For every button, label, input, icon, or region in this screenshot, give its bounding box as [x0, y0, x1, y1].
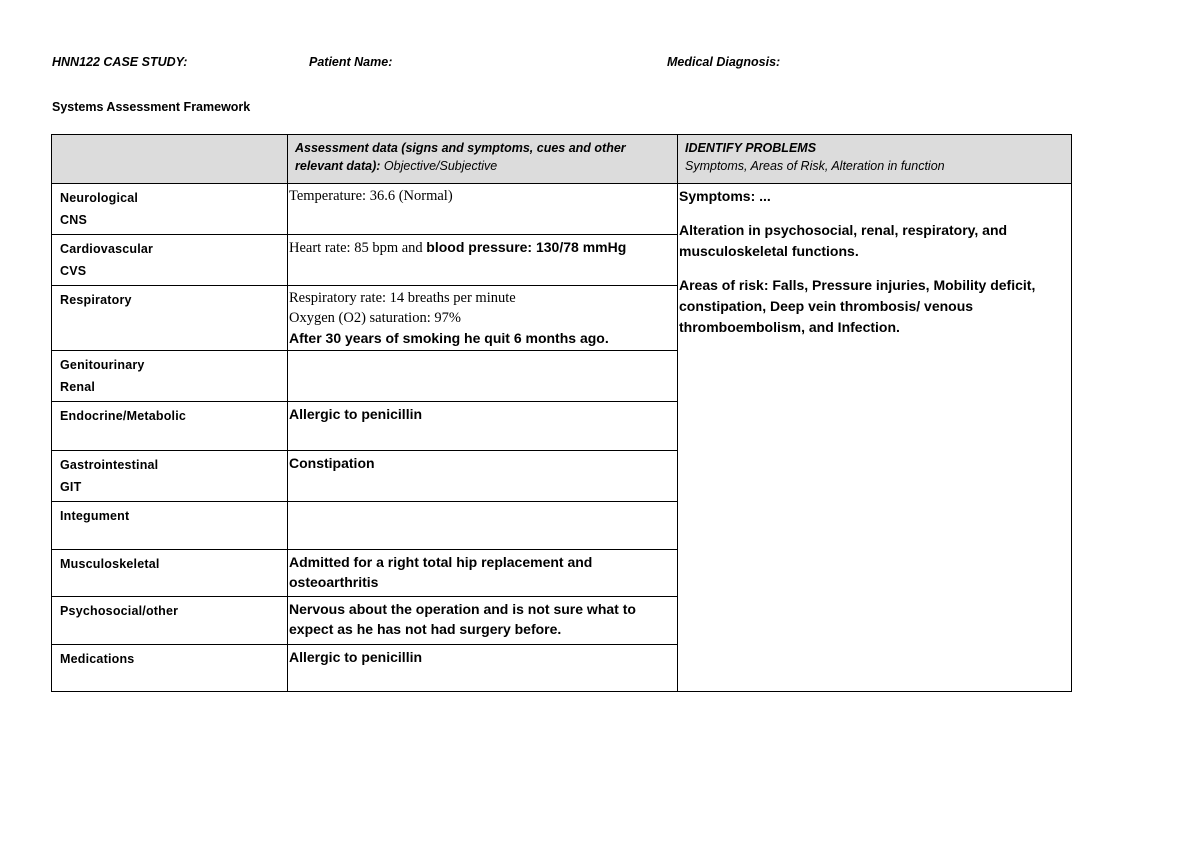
assessment-data-bold: After 30 years of smoking he quit 6 months ago.	[289, 330, 609, 346]
assessment-data: Nervous about the operation and is not sure what to expect as he has not had surgery before.	[289, 601, 636, 637]
system-abbrev: CNS	[60, 213, 87, 227]
system-label: Neurological	[60, 191, 139, 205]
assessment-data: Temperature: 36.6 (Normal)	[289, 188, 453, 204]
system-abbrev: CVS	[60, 264, 87, 278]
assessment-data: Constipation	[289, 455, 375, 471]
system-label: Musculoskeletal	[60, 557, 160, 571]
assessment-data: Allergic to penicillin	[289, 649, 423, 665]
identify-problems-cell	[678, 184, 1072, 692]
assessment-data: Oxygen (O2) saturation: 97%	[289, 310, 461, 326]
assessment-data-bold: blood pressure: 130/78 mmHg	[426, 239, 627, 255]
problems-alteration: Alteration in psychosocial, renal, respiratory, and musculoskeletal functions.	[679, 222, 1008, 259]
assessment-head-bold: Assessment data (signs and symptoms, cues and other relevant data):	[295, 141, 626, 173]
assessment-data	[288, 502, 677, 506]
system-label: Respiratory	[60, 293, 132, 307]
system-label: Medications	[60, 652, 135, 666]
problems-areas-of-risk: Areas of risk: Falls, Pressure injuries, Mobility deficit, constipation, Deep vein thrombosis/ venous thromboembolism, and Infection.	[679, 277, 1036, 335]
patient-name-label: Patient Name:	[309, 55, 393, 69]
problems-head-bold: IDENTIFY PROBLEMS	[685, 141, 817, 155]
problems-symptoms: Symptoms: ...	[679, 188, 771, 204]
assessment-data: Admitted for a right total hip replacement and osteoarthritis	[289, 554, 593, 590]
problems-head-rest: Symptoms, Areas of Risk, Alteration in function	[685, 159, 945, 173]
system-label: Integument	[60, 509, 130, 523]
system-label: Gastrointestinal	[60, 458, 159, 472]
assessment-table	[51, 134, 1072, 692]
header-identify-problems	[678, 135, 1072, 184]
system-abbrev: GIT	[60, 480, 82, 494]
course-title: HNN122 CASE STUDY:	[52, 55, 188, 69]
assessment-data	[288, 351, 677, 355]
table-row	[52, 184, 1072, 235]
system-label: Psychosocial/other	[60, 604, 179, 618]
system-abbrev: Renal	[60, 380, 96, 394]
system-label: Endocrine/Metabolic	[60, 409, 187, 423]
assessment-data: Heart rate: 85 bpm and	[289, 240, 427, 256]
medical-diagnosis-label: Medical Diagnosis:	[667, 55, 781, 69]
framework-subtitle: Systems Assessment Framework	[52, 100, 251, 114]
assessment-data: Allergic to penicillin	[289, 406, 423, 422]
header-assessment-data	[288, 135, 678, 184]
assessment-data: Respiratory rate: 14 breaths per minute	[289, 290, 516, 306]
system-label: Genitourinary	[60, 358, 145, 372]
header-empty-cell	[52, 135, 288, 184]
assessment-head-rest: Objective/Subjective	[380, 159, 498, 173]
system-label: Cardiovascular	[60, 242, 154, 256]
table-header-row	[52, 135, 1072, 184]
